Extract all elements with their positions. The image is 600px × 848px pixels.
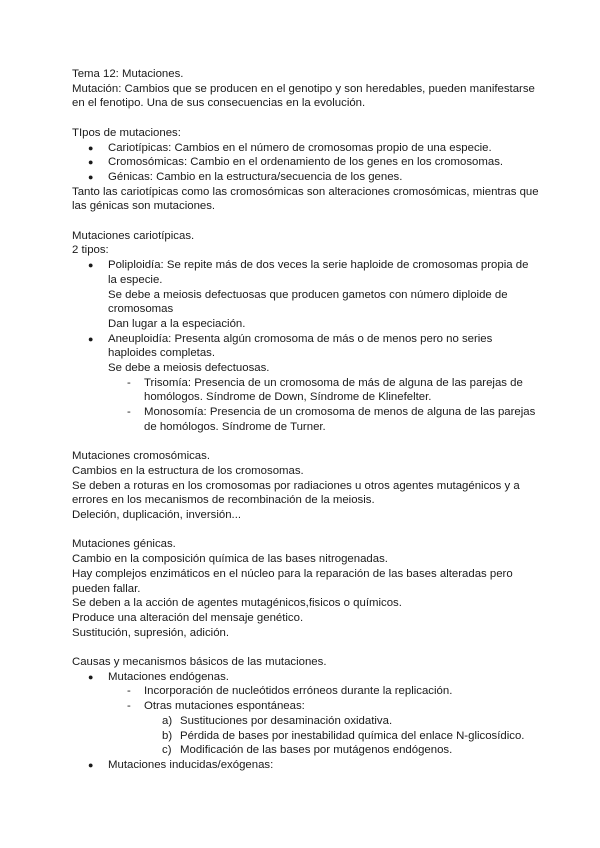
continuation-line: Se debe a meiosis defectuosas. (108, 362, 270, 375)
continuation-line: Se debe a meiosis defectuosas que producen gametos con número diploide de (108, 288, 508, 301)
paragraph-line: Hay complejos enzimáticos en el núcleo para la reparación de las bases alteradas pero (72, 567, 513, 580)
list-item-aneuploidia: ● Aneuploidía: Presenta algún cromosoma de más o de menos pero no series (88, 332, 493, 345)
bullet-icon: ● (88, 333, 94, 344)
bullet-icon: ● (88, 157, 94, 168)
definition-line-2: en el fenotipo. Una de sus consecuencias en la evolución. (72, 97, 366, 110)
continuation-line: de homólogos. Síndrome de Turner. (144, 420, 326, 433)
cromosomicas-heading: Mutaciones cromosómicas. (72, 450, 211, 463)
dash-icon: - (127, 406, 131, 419)
list-item: b) Pérdida de bases por inestabilidad química del enlace N-glicosídico. (162, 729, 525, 742)
list-item: a) Sustituciones por desaminación oxidativa. (162, 714, 393, 727)
dash-icon: - (127, 376, 131, 389)
paragraph-line: pueden fallar. (72, 582, 141, 595)
cariotipicas-subheading: 2 tipos: (72, 244, 109, 257)
bullet-icon: ● (88, 171, 94, 182)
list-item-trisomia: - Trisomía: Presencia de un cromosoma de más de alguna de las parejas de (127, 376, 523, 389)
bullet-icon: ● (88, 260, 94, 271)
dash-icon: - (127, 685, 131, 698)
paragraph-line: Sustitución, supresión, adición. (72, 626, 230, 639)
list-item-endogenas: ● Mutaciones endógenas. (88, 670, 229, 683)
continuation-line: la especie. (108, 273, 163, 286)
causes-heading: Causas y mecanismos básicos de las mutaciones. (72, 656, 327, 669)
list-marker: c) (162, 744, 172, 757)
cariotipicas-heading: Mutaciones cariotípicas. (72, 229, 195, 242)
continuation-line: haploides completas. (108, 347, 216, 360)
definition-line-1: Mutación: Cambios que se producen en el genotipo y son heredables, pueden manifestarse (72, 82, 535, 95)
doc-title: Tema 12: Mutaciones. (72, 68, 184, 80)
list-item: ● Cromosómicas: Cambio en el ordenamiento de los genes en los cromosomas. (88, 156, 504, 169)
continuation-line: cromosomas (108, 303, 174, 316)
dash-icon: - (127, 700, 131, 713)
types-heading: TIpos de mutaciones: (72, 126, 181, 139)
list-marker: b) (162, 729, 173, 742)
list-item-poliploidia: ● Poliploidía: Se repite más de dos veces la serie haploide de cromosomas propia de (88, 259, 529, 272)
continuation-line: homólogos. Síndrome de Down, Síndrome de Klinefelter. (144, 391, 432, 404)
paragraph-line: Cambio en la composición química de las bases nitrogenadas. (72, 553, 388, 566)
paragraph-line: Produce una alteración del mensaje genético. (72, 611, 304, 624)
paragraph-line: Cambios en la estructura de los cromosomas. (72, 464, 304, 477)
list-item-exogenas: ● Mutaciones inducidas/exógenas: (88, 758, 274, 771)
list-item: ● Génicas: Cambio en la estructura/secuencia de los genes. (88, 170, 403, 183)
list-item: - Incorporación de nucleótidos erróneos durante la replicación. (127, 685, 453, 698)
continuation-line: Dan lugar a la especiación. (108, 317, 246, 330)
paragraph-line: Se deben a la acción de agentes mutagénicos,fisicos o químicos. (72, 597, 402, 610)
types-note-1: Tanto las cariotípicas como las cromosómicas son alteraciones cromosómicas, mientras que (72, 185, 539, 198)
types-note-2: las génicas son mutaciones. (72, 200, 216, 213)
list-marker: a) (162, 714, 173, 727)
bullet-icon: ● (88, 142, 94, 153)
genicas-heading: Mutaciones génicas. (72, 538, 176, 551)
list-item-monosomia: - Monosomía: Presencia de un cromosoma de menos de alguna de las parejas (127, 406, 536, 419)
list-item: c) Modificación de las bases por mutágenos endógenos. (162, 744, 453, 757)
paragraph-line: errores en los mecanismos de recombinación de la meiosis. (72, 494, 375, 507)
list-item: - Otras mutaciones espontáneas: (127, 700, 305, 713)
paragraph-line: Deleción, duplicación, inversión... (72, 509, 242, 522)
list-item: ● Cariotípicas: Cambios en el número de cromosomas propio de una especie. (88, 141, 492, 154)
paragraph-line: Se deben a roturas en los cromosomas por radiaciones u otros agentes mutagénicos y a (72, 479, 520, 492)
bullet-icon: ● (88, 671, 94, 682)
document-page (72, 67, 538, 773)
bullet-icon: ● (88, 759, 94, 770)
